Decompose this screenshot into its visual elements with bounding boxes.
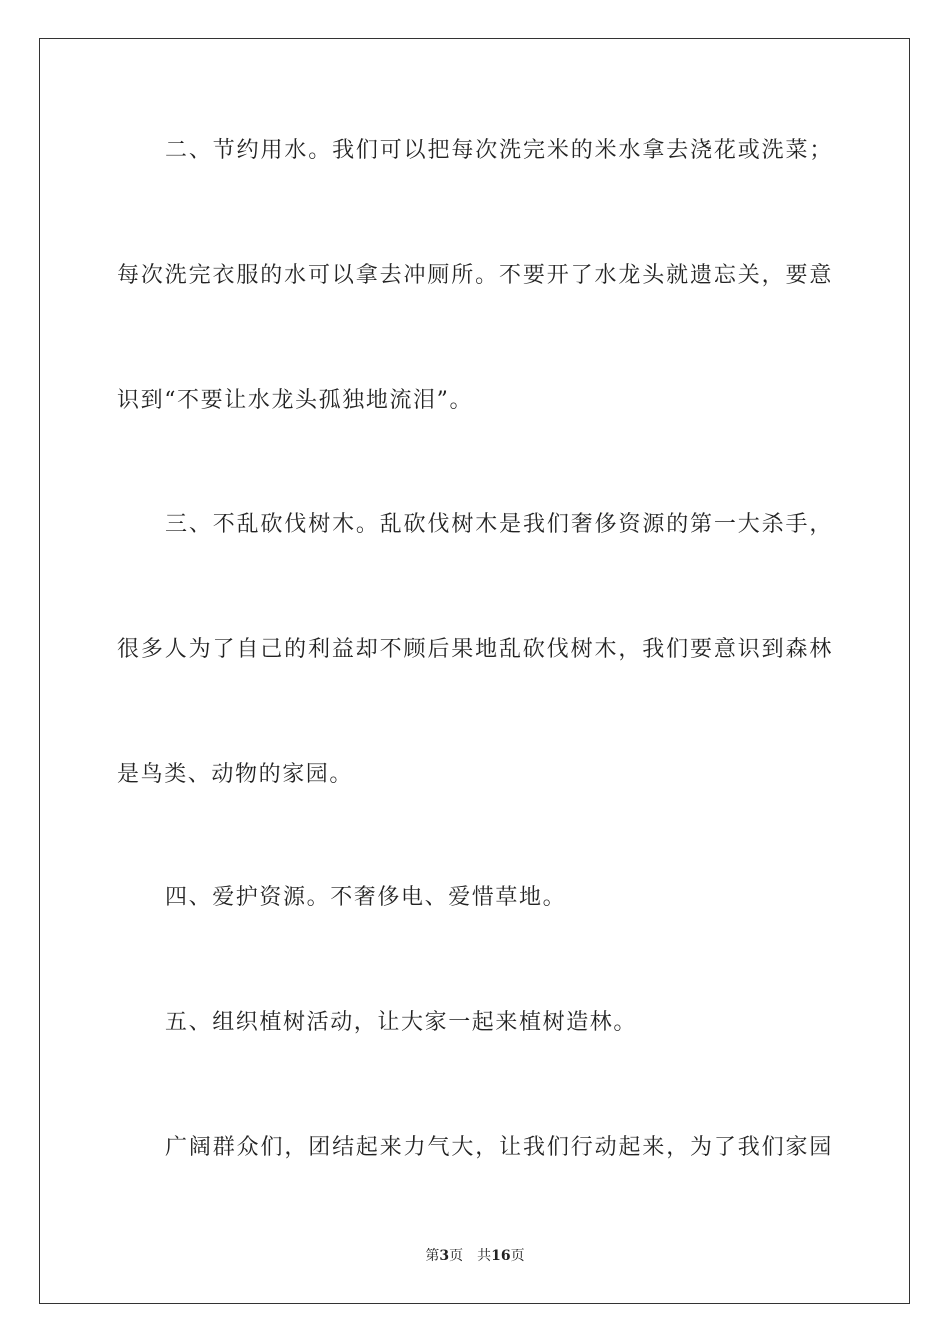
total-suffix: 页 (510, 1248, 525, 1264)
total-prefix: 共 (477, 1248, 492, 1264)
paragraph-line: 广阔群众们，团结起来力气大，让我们行动起来，为了我们家园 (165, 1135, 833, 1160)
current-page-number: 3 (439, 1248, 450, 1264)
total-page-number: 16 (491, 1248, 511, 1264)
paragraph-line: 是鸟类、动物的家园。 (117, 762, 354, 787)
page-border (39, 38, 910, 1304)
paragraph-line: 四、爱护资源。不奢侈电、爱惜草地。 (165, 885, 567, 910)
page-prefix: 第 (425, 1248, 440, 1264)
paragraph-line: 五、组织植树活动，让大家一起来植树造林。 (165, 1010, 638, 1035)
paragraph-line: 每次洗完衣服的水可以拿去冲厕所。不要开了水龙头就遗忘关，要意 (117, 263, 833, 288)
paragraph-line: 二、节约用水。我们可以把每次洗完米的米水拿去浇花或洗菜； (165, 138, 833, 163)
page-suffix: 页 (449, 1248, 464, 1264)
paragraph-line: 三、不乱砍伐树木。乱砍伐树木是我们奢侈资源的第一大杀手， (165, 512, 833, 537)
page-footer (0, 1246, 950, 1266)
paragraph-line: 识到“不要让水龙头孤独地流泪”。 (117, 388, 474, 413)
paragraph-line: 很多人为了自己的利益却不顾后果地乱砍伐树木，我们要意识到森林 (117, 637, 833, 662)
